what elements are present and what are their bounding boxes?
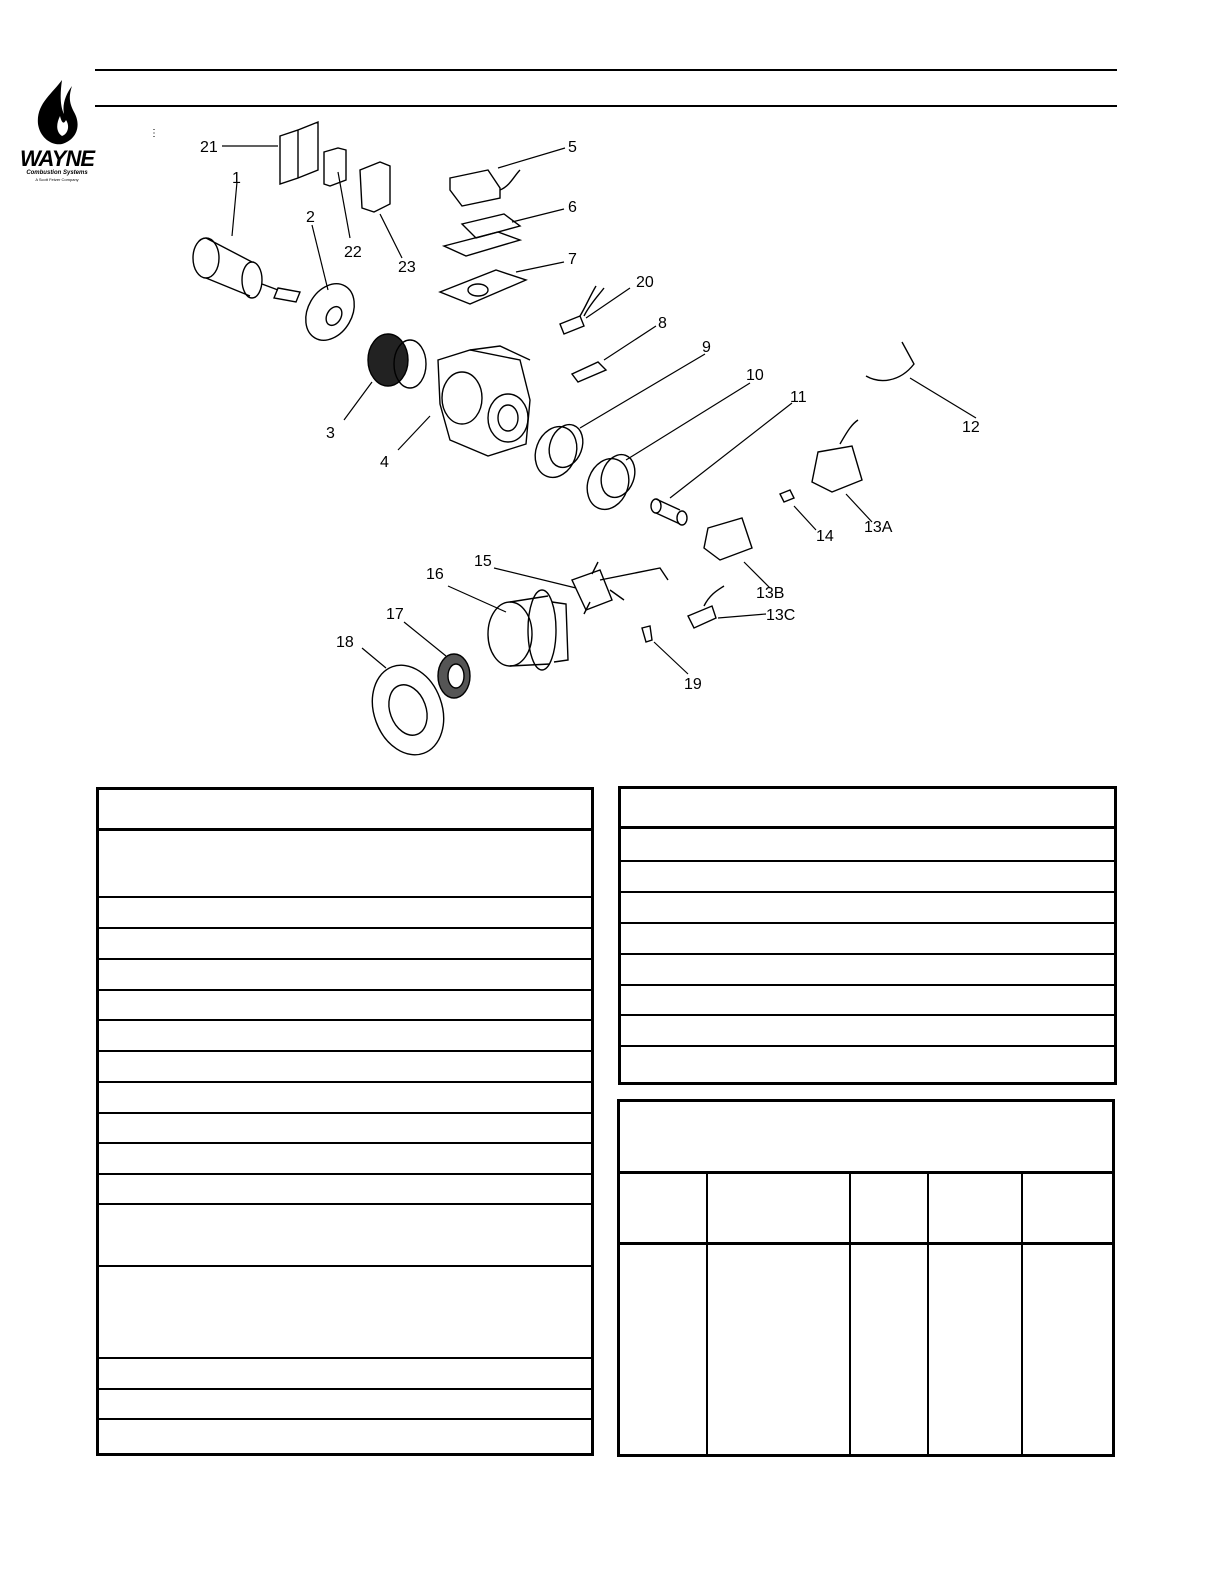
part-label-4: 4: [380, 454, 389, 471]
wayne-logo: [16, 76, 98, 186]
mounting-plate-part: [440, 270, 526, 304]
part-label-10: 10: [746, 367, 764, 384]
transformer-part: [450, 170, 500, 206]
tube-part: [651, 499, 687, 525]
table-row-divider: [99, 1050, 591, 1052]
table-row-divider: [99, 1142, 591, 1144]
table-row-divider: [621, 891, 1114, 893]
part-label-13a: 13A: [864, 519, 893, 536]
block-22-part: [324, 148, 346, 186]
table-row-divider: [99, 1418, 591, 1420]
scan-mark: ⋮: [149, 128, 159, 139]
table-row-divider: [99, 1081, 591, 1083]
sensor-part: [560, 316, 584, 334]
part-label-3: 3: [326, 425, 335, 442]
part-label-7: 7: [568, 251, 577, 268]
table-header-divider: [621, 826, 1114, 829]
pump-13a-part: [812, 446, 862, 492]
parts-list-table-right: [618, 786, 1117, 1085]
valve-13c-part: [688, 606, 716, 628]
cover-23-part: [360, 162, 390, 212]
logo-tagline: Combustion Systems: [26, 170, 88, 176]
part-label-14: 14: [816, 528, 834, 545]
burner-housing-part: [438, 346, 530, 456]
part-label-16: 16: [426, 566, 444, 583]
part-label-20: 20: [636, 274, 654, 291]
motor-part: [193, 238, 300, 302]
bracket-part: [572, 362, 606, 382]
blast-tube-part: [488, 590, 568, 670]
table-column-divider: [706, 1174, 708, 1454]
specification-table: [617, 1099, 1115, 1457]
table-row-divider: [99, 1173, 591, 1175]
table-row-divider: [621, 984, 1114, 986]
part-label-11: 11: [790, 389, 807, 406]
air-shutter-part: [580, 450, 640, 515]
part-label-5: 5: [568, 139, 577, 156]
table-row-divider: [99, 1357, 591, 1359]
gasket-part: [444, 232, 520, 256]
table-subheader-divider: [620, 1242, 1112, 1245]
nozzle-assembly-part: [572, 562, 668, 614]
table-row-divider: [99, 989, 591, 991]
table-row-divider: [99, 896, 591, 898]
exploded-parts-diagram: [140, 115, 1040, 765]
table-column-divider: [927, 1174, 929, 1454]
flame-icon: [16, 76, 98, 148]
table-row-divider: [621, 1014, 1114, 1016]
table-row-divider: [99, 958, 591, 960]
header-rule-top: [95, 69, 1117, 71]
header-rule-bottom: [95, 105, 1117, 107]
table-row-divider: [621, 922, 1114, 924]
table-header-divider: [620, 1171, 1112, 1174]
parts-list-table: [96, 787, 594, 1456]
part-label-1: 1: [232, 170, 241, 187]
part-label-19: 19: [684, 676, 702, 693]
table-column-divider: [849, 1174, 851, 1454]
pump-13b-part: [704, 518, 752, 560]
table-row-divider: [621, 953, 1114, 955]
table-row-divider: [99, 1112, 591, 1114]
part-label-23: 23: [398, 259, 416, 276]
part-label-13b: 13B: [756, 585, 785, 602]
logo-company: A Scott Fetzer Company: [35, 177, 79, 182]
part-label-17: 17: [386, 606, 404, 623]
part-label-9: 9: [702, 339, 711, 356]
table-row-divider: [99, 1388, 591, 1390]
part-label-2: 2: [306, 209, 315, 226]
head-part: [438, 654, 470, 698]
flange-plate-part: [296, 275, 364, 349]
part-label-12: 12: [962, 419, 980, 436]
table-row-divider: [99, 1019, 591, 1021]
table-row-divider: [621, 1045, 1114, 1047]
part-label-22: 22: [344, 244, 362, 261]
table-column-divider: [1021, 1174, 1023, 1454]
table-row-divider: [99, 1265, 591, 1267]
bracket-21-part: [280, 122, 318, 184]
logo-wordmark: WAYNE: [19, 146, 95, 171]
table-row-divider: [99, 927, 591, 929]
part-label-6: 6: [568, 199, 577, 216]
oil-line-part: [866, 342, 914, 380]
part-label-13c: 13C: [766, 607, 796, 624]
table-row-divider: [621, 860, 1114, 862]
table-header-divider: [99, 828, 591, 831]
part-label-8: 8: [658, 315, 667, 332]
part-label-21: 21: [200, 139, 218, 156]
part-label-15: 15: [474, 553, 492, 570]
blower-wheel-part: [368, 334, 426, 388]
screw-part: [642, 626, 652, 642]
part-label-18: 18: [336, 634, 354, 651]
fitting-part: [780, 490, 794, 502]
table-row-divider: [99, 1203, 591, 1205]
air-band-part: [528, 420, 588, 483]
